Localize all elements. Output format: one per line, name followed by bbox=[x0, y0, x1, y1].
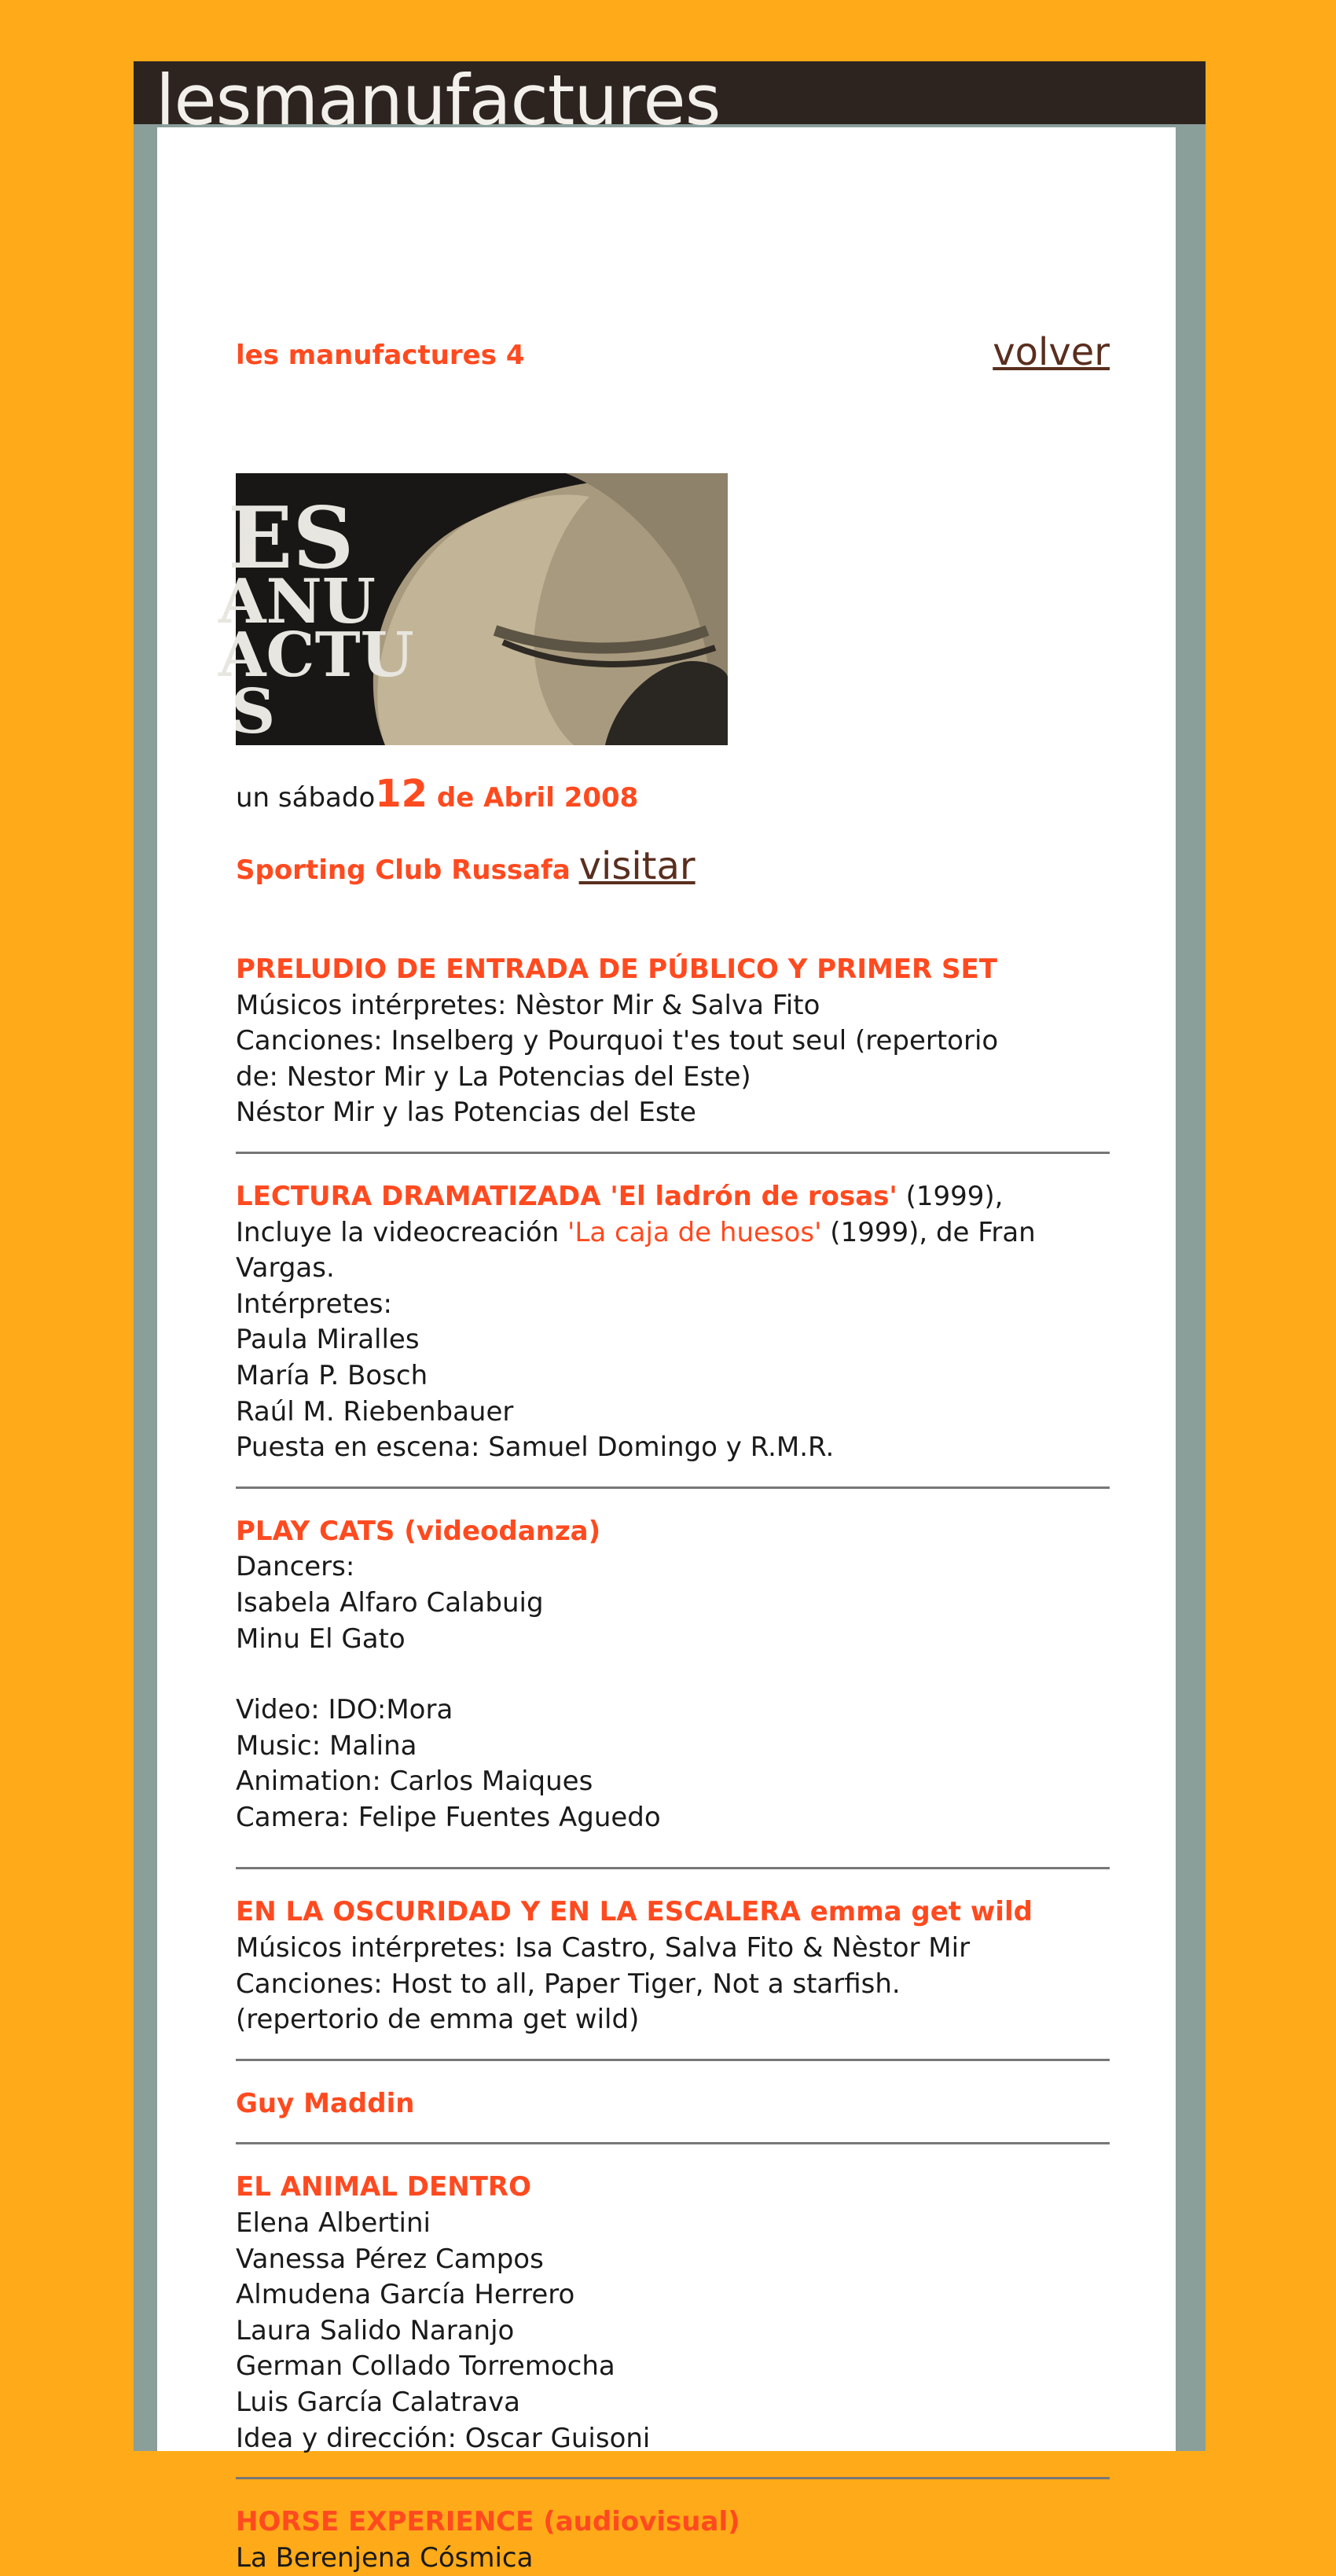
event-poster-image bbox=[218, 473, 728, 748]
section-line: Music: Malina bbox=[236, 1729, 417, 1762]
date-month-year: de Abril 2008 bbox=[428, 782, 639, 814]
program-section-lectura bbox=[236, 1176, 1110, 1466]
section-line: Canciones: Inselberg y Pourquoi t'es tout seul (repertorio bbox=[236, 1025, 999, 1057]
visit-link[interactable]: visitar bbox=[578, 844, 696, 888]
poster-letters-1: ES bbox=[228, 489, 354, 588]
divider bbox=[236, 2142, 1110, 2144]
section-line: Video: IDO:Mora bbox=[236, 1694, 453, 1726]
site-logo[interactable]: lesmanufactures bbox=[156, 60, 721, 141]
section-line: Laura Salido Naranjo bbox=[236, 2314, 515, 2346]
section-title: LECTURA DRAMATIZADA 'El ladrón de rosas' bbox=[236, 1180, 897, 1212]
video-prefix: Incluye la videocreación bbox=[236, 1216, 568, 1248]
section-line: German Collado Torremocha bbox=[236, 2350, 615, 2383]
poster-graphic bbox=[218, 473, 728, 748]
poster-letters-3: ACTU bbox=[218, 619, 414, 691]
section-line: (repertorio de emma get wild) bbox=[236, 2004, 640, 2036]
section-line: Animation: Carlos Maiques bbox=[236, 1766, 593, 1798]
page-frame bbox=[134, 60, 1206, 2574]
section-title: Guy Maddin bbox=[236, 2087, 415, 2119]
back-link[interactable]: volver bbox=[993, 330, 1110, 374]
content-panel bbox=[157, 127, 1176, 2574]
section-title: PLAY CATS (videodanza) bbox=[236, 1515, 601, 1547]
poster-letters-4: S bbox=[231, 676, 276, 748]
program-section-guy-maddin bbox=[236, 2083, 1110, 2122]
program-list bbox=[236, 949, 1110, 2576]
section-line: Paula Miralles bbox=[236, 1324, 420, 1356]
program-section-animal-dentro bbox=[236, 2166, 1110, 2457]
section-title: HORSE EXPERIENCE (audiovisual) bbox=[236, 2506, 740, 2538]
section-line: María P. Bosch bbox=[236, 1359, 428, 1391]
section-line: Canciones: Host to all, Paper Tiger, Not a starfish. bbox=[236, 1968, 901, 2000]
divider bbox=[236, 2059, 1110, 2061]
section-line: Dancers: bbox=[236, 1551, 355, 1583]
video-title: 'La caja de huesos' bbox=[567, 1216, 822, 1248]
section-line: Almudena García Herrero bbox=[236, 2279, 575, 2311]
section-line: Minu El Gato bbox=[236, 1622, 406, 1655]
video-credit-row bbox=[236, 1215, 1110, 1251]
divider bbox=[236, 1867, 1110, 1869]
divider bbox=[236, 1486, 1110, 1489]
section-line: Néstor Mir y las Potencias del Este bbox=[236, 1097, 696, 1129]
spacer bbox=[236, 1657, 1110, 1692]
section-title-row bbox=[236, 1179, 1110, 1215]
event-header bbox=[236, 330, 1110, 379]
program-section-play-cats bbox=[236, 1511, 1110, 1836]
section-line: Luis García Calatrava bbox=[236, 2387, 521, 2418]
program-section-preludio bbox=[236, 949, 1110, 1131]
section-line: Vargas. bbox=[236, 1252, 335, 1284]
section-line: Camera: Felipe Fuentes Aguedo bbox=[236, 1801, 661, 1833]
event-title: les manufactures 4 bbox=[236, 340, 525, 371]
section-line: de: Nestor Mir y La Potencias del Este) bbox=[236, 1060, 751, 1093]
event-venue bbox=[236, 844, 696, 888]
poster-letters-2: ANU bbox=[218, 566, 376, 638]
venue-name: Sporting Club Russafa bbox=[236, 854, 571, 886]
section-line: Elena Albertini bbox=[236, 2207, 431, 2240]
section-line: Músicos intérpretes: Nèstor Mir & Salva Fito bbox=[236, 989, 820, 1021]
video-suffix: (1999), de Fran bbox=[821, 1216, 1036, 1248]
section-line: Músicos intérpretes: Isa Castro, Salva Fito & Nèstor Mir bbox=[236, 1932, 971, 1964]
program-section-horse bbox=[236, 2501, 1110, 2576]
section-title: EN LA OSCURIDAD Y EN LA ESCALERA emma get wild bbox=[236, 1896, 1033, 1928]
divider bbox=[236, 1152, 1110, 1154]
section-line: La Berenjena Cósmica bbox=[236, 2541, 534, 2574]
section-title-suffix: (1999), bbox=[897, 1180, 1004, 1212]
section-line: Raúl M. Riebenbauer bbox=[236, 1395, 514, 1428]
section-title: PRELUDIO DE ENTRADA DE PÚBLICO Y PRIMER SET bbox=[236, 954, 997, 985]
section-line: Isabela Alfaro Calabuig bbox=[236, 1586, 544, 1619]
section-line: Puesta en escena: Samuel Domingo y R.M.R. bbox=[236, 1431, 835, 1464]
divider bbox=[236, 2477, 1110, 2479]
event-date bbox=[236, 772, 638, 816]
section-title: EL ANIMAL DENTRO bbox=[236, 2171, 531, 2203]
program-section-oscuridad bbox=[236, 1891, 1110, 2038]
section-line: Intérpretes: bbox=[236, 1288, 392, 1320]
date-day: 12 bbox=[375, 772, 428, 816]
date-prefix: un sábado bbox=[236, 782, 376, 814]
section-line: Idea y dirección: Oscar Guisoni bbox=[236, 2422, 651, 2454]
section-line: Vanessa Pérez Campos bbox=[236, 2243, 544, 2275]
